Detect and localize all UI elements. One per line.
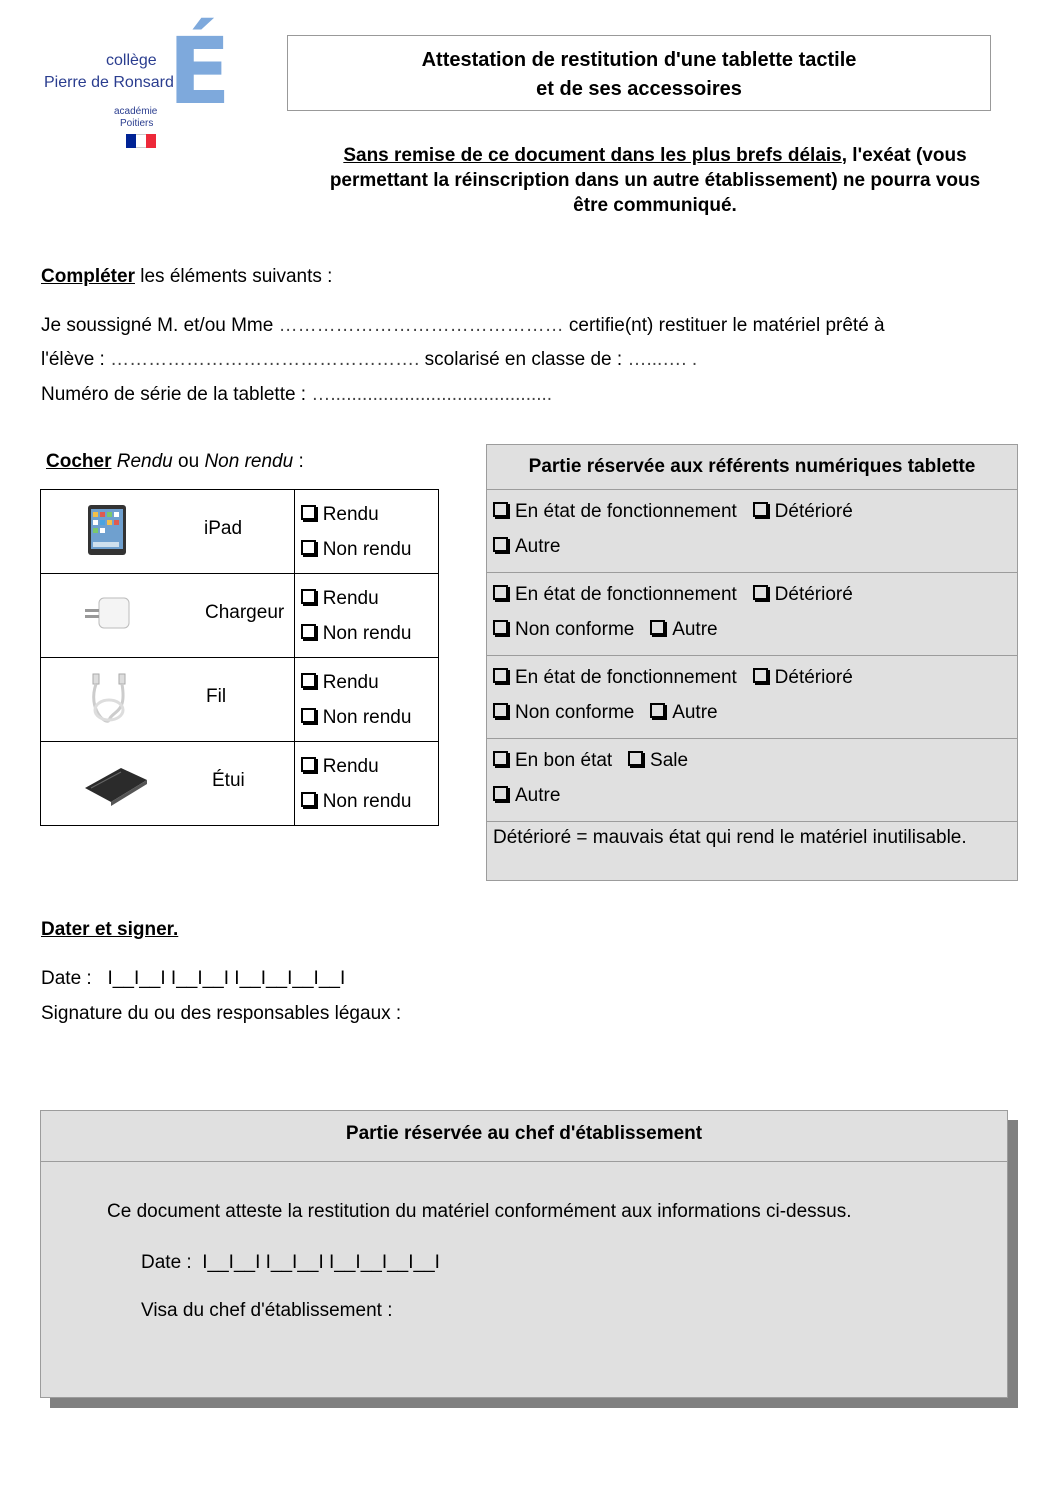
non-rendu-label: Non rendu [322, 538, 412, 560]
item-options [294, 490, 438, 574]
sign-heading [41, 918, 178, 942]
autre-label: Autre [672, 619, 718, 640]
serial-field[interactable]: ….......................................... [311, 384, 553, 405]
guardian-certify-text: certifie(nt) restituer le matériel prêté à [563, 315, 885, 336]
checkbox-icon [493, 751, 508, 766]
item-options [294, 658, 438, 742]
non-rendu-label: Non rendu [322, 706, 412, 728]
checkbox-icon [493, 502, 508, 517]
non-conforme-label: Non conforme [515, 619, 635, 640]
document-title [287, 35, 991, 111]
deteriore-label: Détérioré [774, 501, 853, 522]
table-row [41, 490, 439, 574]
fonctionnement-label: En état de fonctionnement [515, 501, 737, 522]
bon-etat-label: En bon état [515, 750, 613, 771]
serial-label: Numéro de série de la tablette : [41, 384, 312, 405]
rendu-checkbox[interactable] [301, 749, 438, 784]
non-rendu-label: Non rendu [322, 622, 412, 644]
item-cell-ipad [41, 490, 295, 574]
check-heading-ou: ou [172, 451, 205, 472]
fonctionnement-label: En état de fonctionnement [515, 584, 737, 605]
guardian-line [41, 314, 885, 338]
checkbox-icon [493, 703, 508, 718]
title-line-1: Attestation de restitution d'une tablette tactile [421, 49, 857, 71]
sign-heading-text: Dater et signer. [41, 919, 179, 940]
ipad-icon [87, 504, 127, 556]
college-logo [40, 18, 231, 156]
referents-row-fil [487, 656, 1018, 739]
autre-label: Autre [515, 785, 561, 806]
autre-checkbox[interactable] [650, 702, 717, 723]
check-heading-nonrendu: Non rendu [204, 451, 294, 472]
french-flag-icon [126, 134, 156, 148]
non-conforme-label: Non conforme [515, 702, 635, 723]
sign-date-line [41, 967, 345, 991]
checkbox-icon [493, 786, 508, 801]
logo-school-name: Pierre de Ronsard [44, 74, 174, 91]
check-heading-bold: Cocher [46, 451, 112, 472]
sign-date-label: Date : [41, 968, 108, 989]
signature-label: Signature du ou des responsables légaux : [41, 1003, 402, 1024]
non-rendu-label: Non rendu [322, 790, 412, 812]
autre-label: Autre [515, 536, 561, 557]
autre-checkbox[interactable] [493, 536, 560, 557]
rendu-label: Rendu [322, 587, 379, 609]
checkbox-icon [301, 757, 316, 772]
item-cell-fil [41, 658, 295, 742]
item-options [294, 574, 438, 658]
logo-college: collège [106, 52, 157, 69]
checkbox-icon [493, 585, 508, 600]
chef-date-label: Date : [141, 1252, 203, 1273]
checkbox-icon [301, 589, 316, 604]
class-field[interactable]: …...…. . [627, 349, 698, 370]
rendu-checkbox[interactable] [301, 497, 438, 532]
cable-icon [87, 670, 131, 730]
title-line-2: et de ses accessoires [536, 78, 742, 100]
referents-row-chargeur [487, 573, 1018, 656]
rendu-label: Rendu [322, 755, 379, 777]
checkbox-icon [301, 540, 316, 555]
serial-line [41, 383, 552, 407]
referents-header: Partie réservée aux référents numériques tablette [487, 445, 1018, 490]
referents-row-ipad [487, 490, 1018, 573]
deteriore-checkbox[interactable] [753, 501, 853, 522]
sale-checkbox[interactable] [628, 750, 688, 771]
checkbox-icon [650, 620, 665, 635]
checkbox-icon [493, 537, 508, 552]
guardian-name-field[interactable]: ……………………………………… [278, 315, 564, 336]
items-table [40, 489, 439, 826]
table-row [41, 658, 439, 742]
item-cell-chargeur [41, 574, 295, 658]
check-heading [46, 450, 304, 474]
class-label: scolarisé en classe de : [419, 349, 628, 370]
sale-label: Sale [650, 750, 689, 771]
autre-label: Autre [672, 702, 718, 723]
checkbox-icon [628, 751, 643, 766]
logo-e-letter: É [168, 18, 231, 125]
student-label: l'élève : [41, 349, 111, 370]
checkbox-icon [493, 668, 508, 683]
deteriore-note: Détérioré = mauvais état qui rend le matériel inutilisable. [487, 822, 1018, 881]
rendu-checkbox[interactable] [301, 581, 438, 616]
complete-heading-rest: les éléments suivants : [134, 266, 333, 287]
rendu-label: Rendu [322, 503, 379, 525]
check-heading-colon: : [293, 451, 304, 472]
non-rendu-checkbox[interactable] [301, 700, 438, 735]
rendu-checkbox[interactable] [301, 665, 438, 700]
chef-attest-text: Ce document atteste la restitution du matériel conformément aux informations ci-dessus. [107, 1201, 852, 1222]
deteriore-label: Détérioré [774, 667, 853, 688]
logo-poitiers: Poitiers [120, 118, 154, 129]
warning-rest: , l'exéat (vous [841, 145, 967, 166]
fonctionnement-checkbox[interactable] [493, 584, 737, 605]
non-rendu-checkbox[interactable] [301, 616, 438, 651]
sign-date-field[interactable]: I__I__I I__I__I I__I__I__I__I [107, 968, 346, 989]
table-row [41, 574, 439, 658]
complete-heading-bold: Compléter [41, 266, 135, 287]
item-label: Fil [206, 686, 227, 707]
checkbox-icon [753, 502, 768, 517]
fonctionnement-checkbox[interactable] [493, 501, 737, 522]
logo-academie: académie [114, 106, 158, 117]
chef-date-line [141, 1252, 440, 1274]
checkbox-icon [650, 703, 665, 718]
item-options [294, 742, 438, 826]
checkbox-icon [493, 620, 508, 635]
item-label: Étui [212, 770, 245, 791]
checkbox-icon [753, 668, 768, 683]
fonctionnement-checkbox[interactable] [493, 667, 737, 688]
autre-checkbox[interactable] [650, 619, 717, 640]
checkbox-icon [301, 708, 316, 723]
item-label: iPad [204, 518, 243, 539]
checkbox-icon [753, 585, 768, 600]
warning-line-3: être communiqué. [573, 195, 737, 216]
chef-visa-label: Visa du chef d'établissement : [141, 1300, 393, 1321]
chef-header: Partie réservée au chef d'établissement [41, 1111, 1007, 1162]
checkbox-icon [301, 673, 316, 688]
student-line [41, 348, 697, 372]
referents-row-etui [487, 739, 1018, 822]
guardian-label: Je soussigné M. et/ou Mme [41, 315, 279, 336]
case-icon [81, 760, 151, 806]
checkbox-icon [301, 505, 316, 520]
check-heading-rendu: Rendu [116, 451, 173, 472]
fonctionnement-label: En état de fonctionnement [515, 667, 737, 688]
non-rendu-checkbox[interactable] [301, 784, 438, 819]
charger-icon [81, 594, 137, 634]
checkbox-icon [301, 624, 316, 639]
chef-date-field[interactable]: I__I__I I__I__I I__I__I__I__I [202, 1252, 440, 1273]
warning-underlined: Sans remise de ce document dans les plus brefs délais [343, 145, 842, 166]
student-name-field[interactable]: …………………………………………. [110, 349, 420, 370]
warning-notice [285, 143, 1025, 218]
checkbox-icon [301, 792, 316, 807]
non-conforme-checkbox[interactable] [493, 702, 634, 723]
rendu-label: Rendu [322, 671, 379, 693]
non-conforme-checkbox[interactable] [493, 619, 634, 640]
referents-table [486, 444, 1018, 881]
deteriore-label: Détérioré [774, 584, 853, 605]
warning-line-2: permettant la réinscription dans un autre établissement) ne pourra vous [329, 170, 981, 191]
bon-etat-checkbox[interactable] [493, 750, 612, 771]
deteriore-checkbox[interactable] [753, 667, 853, 688]
complete-heading [41, 265, 332, 289]
item-label: Chargeur [205, 602, 285, 623]
chef-box [40, 1110, 1008, 1398]
deteriore-checkbox[interactable] [753, 584, 853, 605]
non-rendu-checkbox[interactable] [301, 532, 438, 567]
autre-checkbox[interactable] [493, 785, 560, 806]
item-cell-etui [41, 742, 295, 826]
table-row [41, 742, 439, 826]
